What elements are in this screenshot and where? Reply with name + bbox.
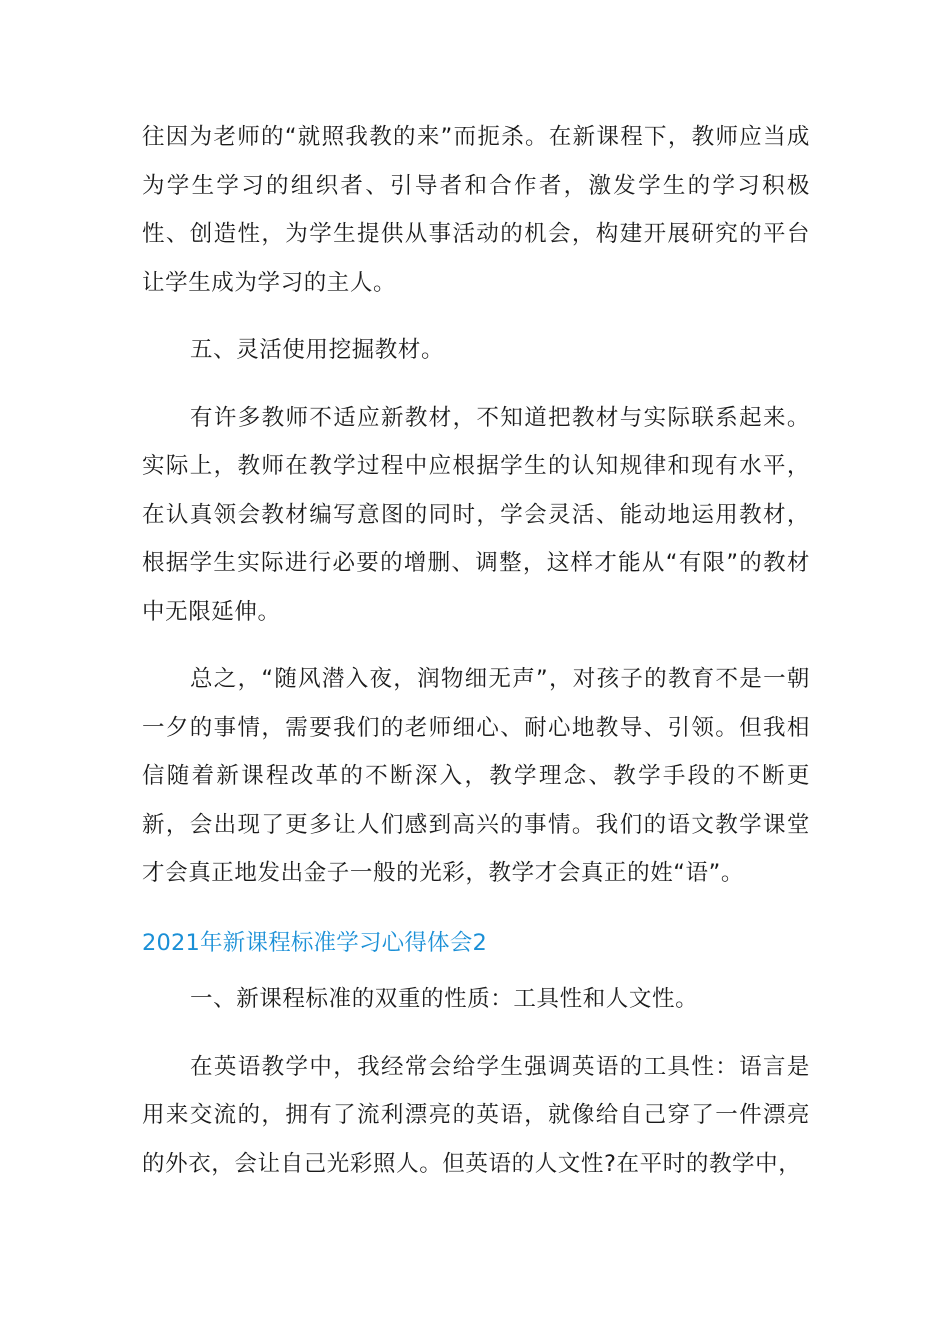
paragraph-conclusion: 总之，“随风潜入夜，润物细无声”，对孩子的教育不是一朝一夕的事情，需要我们的老师细心、耐心地教导、引领。但我相信随着新课程改革的不断深入，教学理念、教学手段的不断更新，会出现了更多让人们感到高兴的事情。我们的语文教学课堂才会真正地发出金子一般的光彩，教学才会真正的姓“语”。 [142, 666, 810, 886]
paragraph-english-teaching: 在英语教学中，我经常会给学生强调英语的工具性：语言是用来交流的，拥有了流利漂亮的英语，就像给自己穿了一件漂亮的外衣，会让自己光彩照人。但英语的人文性?在平时的教学中， [142, 1053, 810, 1177]
section-one-title: 一、新课程标准的双重的性质：工具性和人文性。 [190, 986, 699, 1012]
article-heading: 2021年新课程标准学习心得体会2 [142, 929, 487, 956]
paragraph-continued: 往因为老师的“就照我教的来”而扼杀。在新课程下，教师应当成为学生学习的组织者、引导者和合作者，激发学生的学习积极性、创造性，为学生提供从事活动的机会，构建开展研究的平台让学生成为学习的主人。 [142, 124, 810, 296]
document-page [142, 113, 810, 1188]
section-five-title: 五、灵活使用挖掘教材。 [190, 337, 445, 363]
paragraph-textbook: 有许多教师不适应新教材，不知道把教材与实际联系起来。实际上，教师在教学过程中应根据学生的认知规律和现有水平，在认真领会教材编写意图的同时，学会灵活、能动地运用教材，根据学生实际进行必要的增删、调整，这样才能从“有限”的教材中无限延伸。 [142, 404, 810, 625]
